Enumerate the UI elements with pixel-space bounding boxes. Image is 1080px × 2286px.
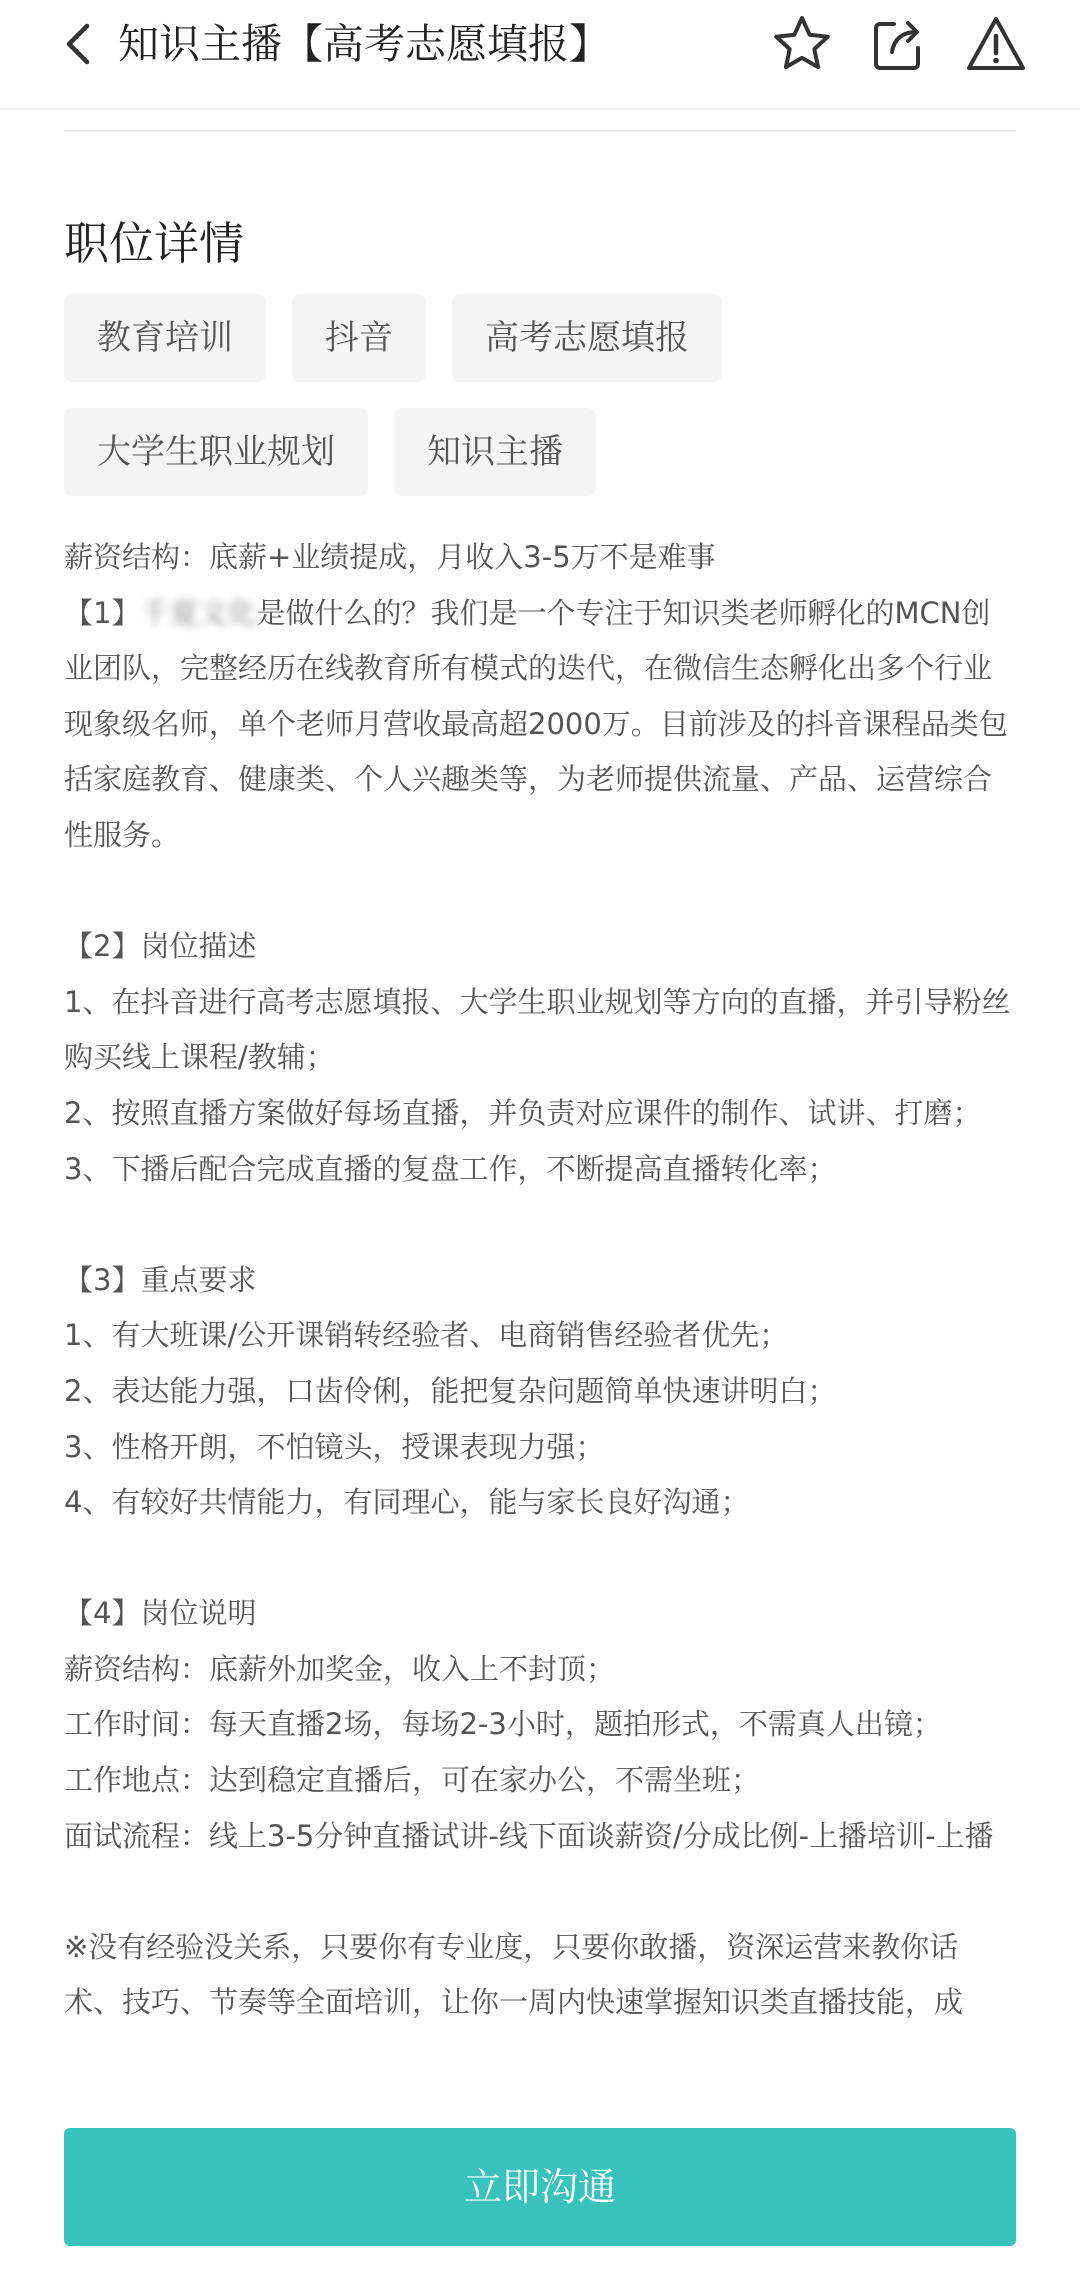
blank-line bbox=[64, 1197, 1014, 1253]
list-item: 2、表达能力强，口齿伶俐，能把复杂问题简单快速讲明白； bbox=[64, 1373, 837, 1408]
chat-now-button[interactable]: 立即沟通 bbox=[64, 2128, 1016, 2246]
favorite-button[interactable] bbox=[770, 12, 834, 76]
tag: 大学生职业规划 bbox=[64, 408, 368, 496]
report-button[interactable] bbox=[964, 12, 1028, 76]
chevron-left-icon bbox=[60, 20, 96, 68]
list-item: 面试流程：线上3-5分钟直播试讲-线下面谈薪资/分成比例-上播培训-上播 bbox=[64, 1818, 994, 1853]
note-paragraph: ※没有经验没关系，只要你有专业度，只要你敢播，资深运营来教你话术、技巧、节奏等全面培训，让你一周内快速掌握知识类直播技能，成 bbox=[64, 1929, 964, 2020]
section-heading: 【2】岗位描述 bbox=[64, 929, 257, 964]
salary-line: 薪资结构：底薪+业绩提成，月收入3-5万不是难事 bbox=[64, 540, 716, 574]
list-item: 1、有大班课/公开课销转经验者、电商销售经验者优先； bbox=[64, 1318, 789, 1353]
blank-line bbox=[64, 864, 1014, 920]
divider bbox=[64, 130, 1016, 132]
intro-text: 是做什么的？我们是一个专注于知识类老师孵化的MCN创业团队，完整经历在线教育所有模式的迭代，在微信生态孵化出多个行业现象级名师，单个老师月营收最高超2000万。目前涉及的抖音课程品类包括家庭教育、健康类、个人兴趣类等，为老师提供流量、产品、运营综合性服务。 bbox=[64, 595, 1008, 852]
back-button[interactable] bbox=[48, 14, 108, 74]
share-button[interactable] bbox=[866, 12, 930, 76]
list-item: 4、有较好共情能力，有同理心，能与家长良好沟通； bbox=[64, 1485, 750, 1520]
list-item: 1、在抖音进行高考志愿填报、大学生职业规划等方向的直播，并引导粉丝购买线上课程/教辅； bbox=[64, 984, 1011, 1075]
blank-line bbox=[64, 1864, 1014, 1920]
tag: 高考志愿填报 bbox=[452, 294, 722, 382]
tag-list bbox=[64, 294, 1024, 496]
star-icon bbox=[772, 14, 832, 74]
list-item: 3、下播后配合完成直播的复盘工作，不断提高直播转化率； bbox=[64, 1151, 837, 1186]
section-title: 职位详情 bbox=[64, 217, 245, 270]
page-title: 知识主播【高考志愿填报】 bbox=[118, 20, 610, 68]
warning-icon bbox=[964, 14, 1028, 74]
intro-paragraph bbox=[64, 586, 1014, 864]
section-heading: 【4】岗位说明 bbox=[64, 1596, 257, 1631]
tag: 抖音 bbox=[292, 294, 426, 382]
list-item: 工作地点：达到稳定直播后，可在家办公，不需坐班； bbox=[64, 1763, 761, 1798]
top-bar bbox=[0, 0, 1080, 110]
bottom-action-bar bbox=[0, 2090, 1080, 2286]
share-icon bbox=[868, 14, 928, 74]
job-description bbox=[64, 530, 1014, 2031]
tag: 教育培训 bbox=[64, 294, 266, 382]
list-item: 2、按照直播方案做好每场直播，并负责对应课件的制作、试讲、打磨； bbox=[64, 1095, 982, 1130]
list-item: 薪资结构：底薪外加奖金，收入上不封顶； bbox=[64, 1651, 616, 1686]
tag: 知识主播 bbox=[394, 408, 596, 496]
intro-prefix: 【1】 bbox=[64, 595, 141, 630]
list-item: 3、性格开朗，不怕镜头，授课表现力强； bbox=[64, 1429, 605, 1464]
company-name-blurred: 千夏文化 bbox=[140, 595, 257, 630]
list-item: 工作时间：每天直播2场，每场2-3小时，题拍形式，不需真人出镜； bbox=[64, 1707, 942, 1742]
blank-line bbox=[64, 1531, 1014, 1587]
section-heading: 【3】重点要求 bbox=[64, 1262, 257, 1297]
